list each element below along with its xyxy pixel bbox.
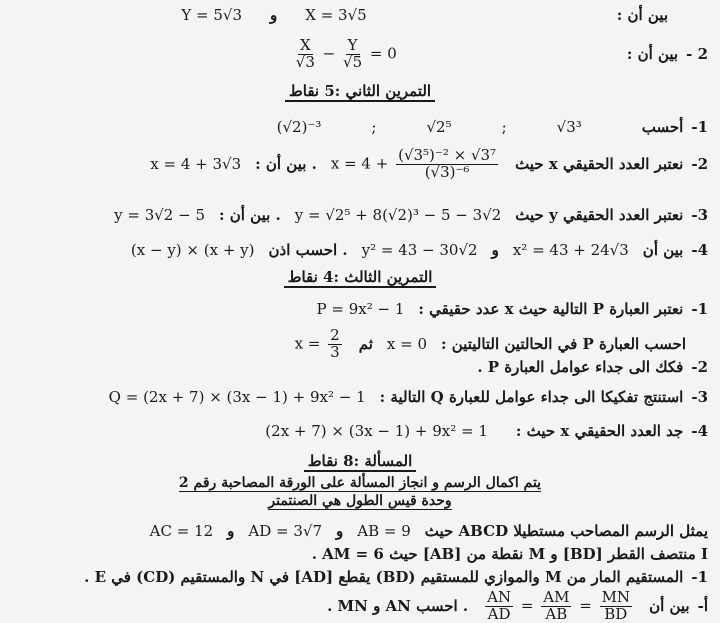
statement-text: I منتصف القطر [BD] و M نقطة من [AB] حيث AM = 6 .	[311, 545, 708, 563]
expression-sqrt2-fifth: √2⁵	[426, 118, 452, 136]
question-number: 1-	[691, 118, 708, 136]
show-that-text: . بين أن :	[255, 155, 317, 174]
problem-instruction: يتم اكمال الرسم و انجاز المسألة على الورقة المصاحبة رقم 2	[178, 475, 542, 491]
x-two-thirds: x = $\frac{2}{3}$	[294, 326, 340, 361]
exercise3-q3	[10, 388, 708, 406]
x-zero: x = 0	[386, 335, 427, 354]
exercise2-heading: التمرين الثاني :5 نقاط	[0, 82, 720, 100]
exercise2-q1	[10, 118, 708, 136]
question-text: نعتبر العدد الحقيقي x حيث	[515, 155, 684, 174]
y-expression: y = √2⁵ + 8(√2)³ − 5 − 3√2	[294, 206, 502, 224]
question-number: 1-	[691, 300, 708, 318]
and-word: و	[227, 522, 235, 540]
problem-unit: وحدة قيس الطول هي الصنتمتر	[268, 493, 452, 509]
compute-text: . احسب AN و MN .	[327, 597, 469, 616]
problem-heading: المسألة :8 نقاط	[0, 452, 720, 470]
ratio-equation: $\frac{AN}{AD}$ = $\frac{AM}{AB}$ = $\frac{MN}{BD}$	[487, 588, 631, 623]
p-expression: P = 9x² − 1	[316, 300, 405, 318]
show-that-text: . بين أن :	[219, 206, 281, 224]
question-number: 2-	[691, 155, 708, 174]
and-word: و	[270, 6, 278, 24]
ac-length: AC = 12	[149, 522, 214, 540]
then-word: ثم	[358, 335, 373, 354]
question-text: أحسب	[641, 118, 684, 136]
x-squared: x² = 43 + 24√3	[512, 241, 629, 259]
exercise3-q2	[10, 358, 708, 376]
ad-length: AD = 3√7	[248, 522, 323, 540]
line-show-xy	[10, 6, 708, 24]
problem-statement-2	[10, 545, 708, 563]
separator: ;	[501, 118, 507, 136]
y-definition: Y = 5√3	[181, 6, 243, 24]
question-number: 3-	[691, 206, 708, 224]
exercise2-q4	[10, 241, 708, 259]
ab-length: AB = 9	[357, 522, 411, 540]
problem-statement-1	[10, 522, 708, 540]
exercise3-q4	[10, 422, 708, 440]
question-text: جد العدد الحقيقي x حيث :	[515, 422, 684, 440]
question-number: 3-	[691, 388, 708, 406]
show-that-label: بين أن :	[616, 6, 668, 24]
question-number: 4-	[691, 241, 708, 259]
compute-text: . احسب اذن	[268, 241, 348, 259]
question-number: 1-	[691, 568, 708, 586]
question-text: بين أن	[642, 241, 684, 259]
expression-sqrt2-neg3: (√2)⁻³	[276, 118, 322, 136]
question-text: بين أن	[649, 597, 690, 616]
equation: (2x + 7) × (3x − 1) + 9x² = 1	[265, 422, 488, 440]
question-number: 2-	[691, 358, 708, 376]
exercise2-q3	[10, 206, 708, 224]
x-definition: X = 3√5	[305, 6, 367, 24]
problem-q1a	[10, 590, 708, 623]
expression-sqrt3-cubed: √3³	[556, 118, 582, 136]
x-expression: x = 4 + $\frac{\text{(√3⁵)⁻² × √3⁷}}{\text{(√3)⁻⁶}}$	[330, 146, 497, 181]
y-squared: y² = 43 − 30√2	[361, 241, 478, 259]
question-text: فكك الى جداء عوامل العبارة P .	[477, 358, 684, 376]
x-result: x = 4 + 3√3	[150, 155, 242, 174]
fraction-equation: $\frac{X}{√3}$ − $\frac{Y}{√5}$ = 0	[295, 36, 397, 71]
question-text: احسب العبارة P في الحالتين التاليتين :	[441, 335, 686, 354]
question-text: نعتبر العبارة P التالية حيث x عدد حقيقي :	[418, 300, 684, 318]
question-text: استنتج تفكيكا الى جداء عوامل للعبارة Q التالية :	[379, 388, 684, 406]
problem-q1	[10, 568, 708, 586]
exercise1-q2	[10, 38, 708, 71]
product-expression: (x − y) × (x + y)	[130, 241, 255, 259]
and-word: و	[336, 522, 344, 540]
question-text: المستقيم المار من M والموازي للمستقيم (BD) يقطع [AD] في N والمستقيم (CD) في E .	[84, 568, 684, 586]
exercise3-heading: التمرين الثالث :4 نقاط	[0, 268, 720, 286]
statement-text: يمثل الرسم المصاحب مستطيلا ABCD حيث	[424, 522, 708, 540]
exercise3-q1	[10, 300, 708, 318]
separator: ;	[371, 118, 377, 136]
question-number: أ-	[697, 597, 708, 616]
question-number: 4-	[691, 422, 708, 440]
exercise2-q2	[10, 148, 708, 181]
question-text: بين أن :	[626, 45, 679, 64]
and-word: و	[491, 241, 499, 259]
question-text: نعتبر العدد الحقيقي y حيث	[515, 206, 684, 224]
q-expression: Q = (2x + 7) × (3x − 1) + 9x² − 1	[108, 388, 366, 406]
y-result: y = 3√2 − 5	[114, 206, 205, 224]
question-number: 2 -	[686, 45, 708, 64]
exercise3-q1-cases	[10, 328, 708, 361]
